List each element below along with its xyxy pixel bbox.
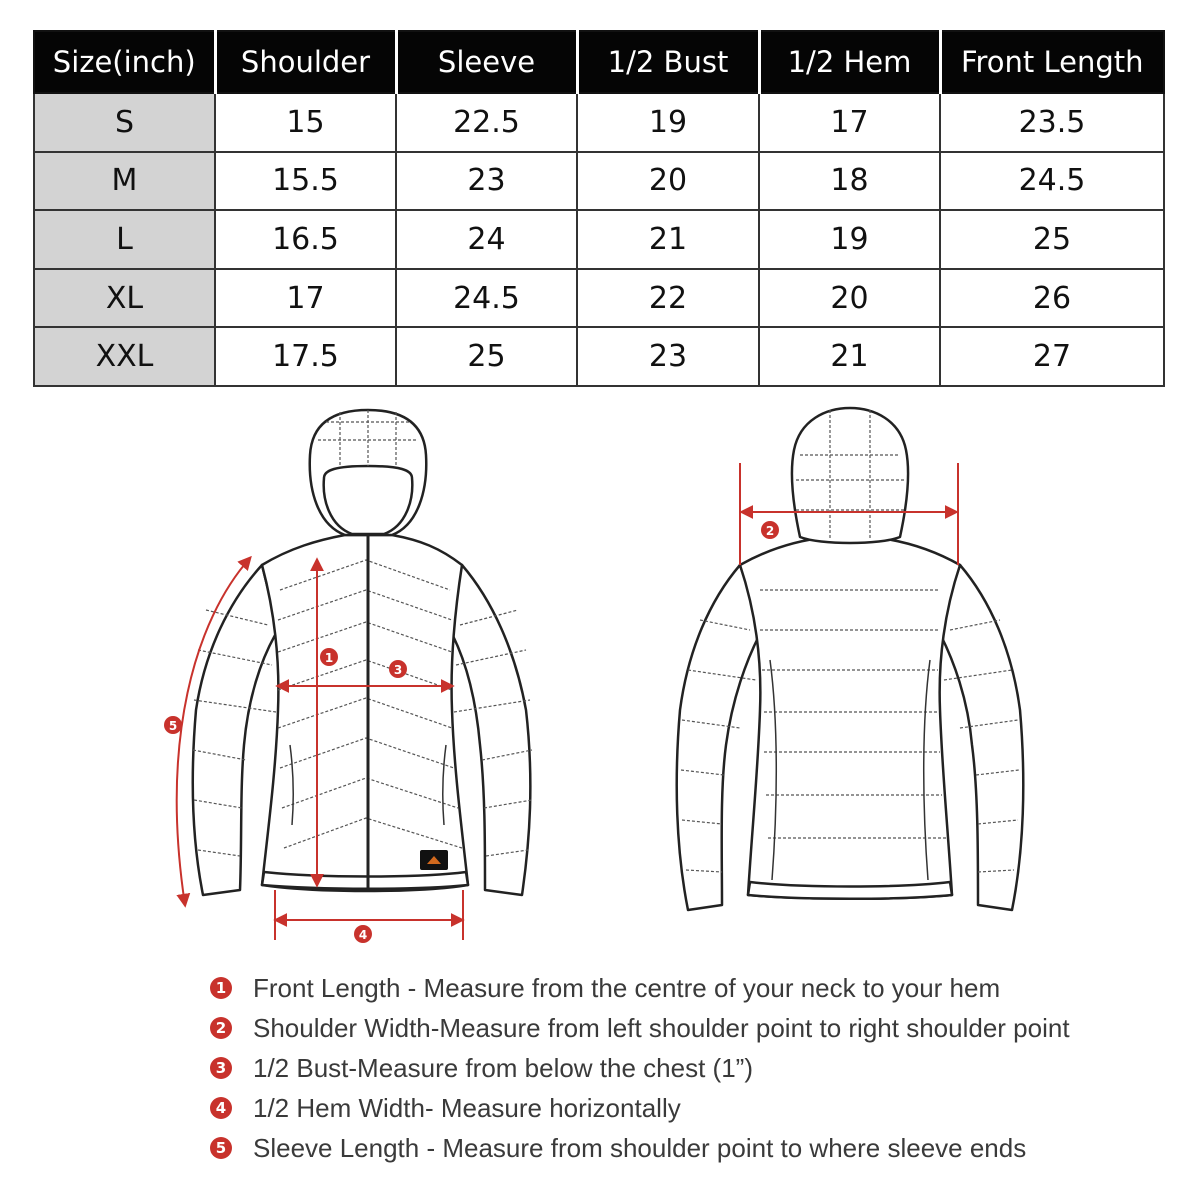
size-cell: XXL bbox=[34, 327, 215, 386]
legend-number-badge: 2 bbox=[210, 1017, 232, 1039]
marker-4-label: 4 bbox=[358, 928, 368, 942]
header-half-bust: 1/2 Bust bbox=[577, 31, 759, 93]
table-row bbox=[34, 152, 1164, 211]
table-cell: 27 bbox=[940, 327, 1164, 386]
table-cell: 24 bbox=[396, 210, 577, 269]
legend-number-badge: 4 bbox=[210, 1097, 232, 1119]
table-cell: 22.5 bbox=[396, 93, 577, 152]
size-cell: L bbox=[34, 210, 215, 269]
table-cell: 23 bbox=[396, 152, 577, 211]
header-size: Size(inch) bbox=[34, 31, 215, 93]
table-cell: 15.5 bbox=[215, 152, 396, 211]
header-half-hem: 1/2 Hem bbox=[759, 31, 940, 93]
table-header-row bbox=[34, 31, 1164, 93]
legend-text: Sleeve Length - Measure from shoulder point to where sleeve ends bbox=[253, 1132, 1027, 1163]
table-cell: 19 bbox=[577, 93, 759, 152]
size-chart-table bbox=[33, 30, 1165, 387]
table-cell: 15 bbox=[215, 93, 396, 152]
table-cell: 22 bbox=[577, 269, 759, 328]
measurement-legend bbox=[210, 968, 1110, 1168]
table-cell: 20 bbox=[759, 269, 940, 328]
legend-item-half-bust bbox=[210, 1048, 1110, 1088]
table-cell: 23.5 bbox=[940, 93, 1164, 152]
legend-text: Shoulder Width-Measure from left shoulder point to right shoulder point bbox=[253, 1012, 1070, 1043]
table-cell: 21 bbox=[577, 210, 759, 269]
marker-2-label: 2 bbox=[765, 524, 775, 538]
header-front-length: Front Length bbox=[940, 31, 1164, 93]
header-sleeve: Sleeve bbox=[396, 31, 577, 93]
table-cell: 17.5 bbox=[215, 327, 396, 386]
legend-number-badge: 5 bbox=[210, 1137, 232, 1159]
table-cell: 17 bbox=[215, 269, 396, 328]
table-cell: 24.5 bbox=[940, 152, 1164, 211]
table-row bbox=[34, 93, 1164, 152]
size-cell: S bbox=[34, 93, 215, 152]
table-row bbox=[34, 327, 1164, 386]
jacket-back-drawing bbox=[677, 408, 1024, 910]
legend-number-badge: 1 bbox=[210, 977, 232, 999]
legend-item-shoulder-width bbox=[210, 1008, 1110, 1048]
table-cell: 24.5 bbox=[396, 269, 577, 328]
legend-text: 1/2 Bust-Measure from below the chest (1”) bbox=[253, 1052, 753, 1083]
marker-1-label: 1 bbox=[324, 651, 334, 665]
table-cell: 18 bbox=[759, 152, 940, 211]
table-cell: 20 bbox=[577, 152, 759, 211]
marker-3-label: 3 bbox=[393, 663, 403, 677]
table-cell: 21 bbox=[759, 327, 940, 386]
table-cell: 25 bbox=[940, 210, 1164, 269]
table-cell: 23 bbox=[577, 327, 759, 386]
table-row bbox=[34, 269, 1164, 328]
legend-number-badge: 3 bbox=[210, 1057, 232, 1079]
legend-item-half-hem bbox=[210, 1088, 1110, 1128]
header-shoulder: Shoulder bbox=[215, 31, 396, 93]
table-row bbox=[34, 210, 1164, 269]
table-cell: 25 bbox=[396, 327, 577, 386]
table-cell: 16.5 bbox=[215, 210, 396, 269]
legend-text: Front Length - Measure from the centre of your neck to your hem bbox=[253, 972, 1001, 1003]
marker-5-label: 5 bbox=[168, 719, 178, 733]
jacket-front-drawing bbox=[193, 410, 531, 895]
size-cell: XL bbox=[34, 269, 215, 328]
legend-item-front-length bbox=[210, 968, 1110, 1008]
table-cell: 19 bbox=[759, 210, 940, 269]
legend-item-sleeve-length bbox=[210, 1128, 1110, 1168]
size-cell: M bbox=[34, 152, 215, 211]
legend-text: 1/2 Hem Width- Measure horizontally bbox=[253, 1092, 681, 1123]
table-cell: 26 bbox=[940, 269, 1164, 328]
jacket-illustration bbox=[0, 395, 1200, 955]
table-cell: 17 bbox=[759, 93, 940, 152]
